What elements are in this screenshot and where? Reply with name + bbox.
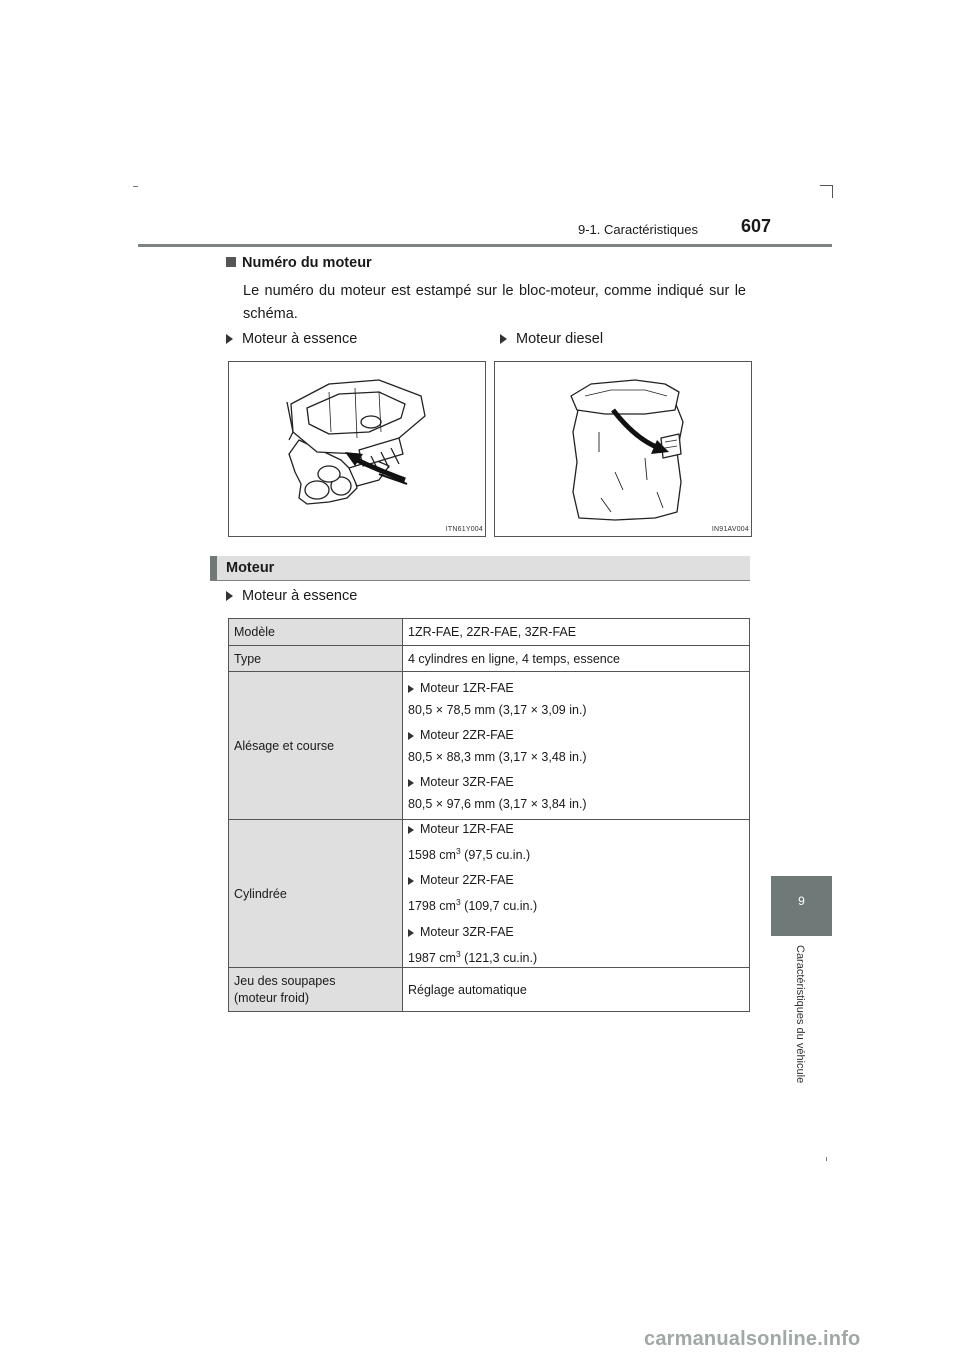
table-cell-value: Moteur 1ZR-FAE 80,5 × 78,5 mm (3,17 × 3,09 in.) Moteur 2ZR-FAE 80,5 × 88,3 mm (3,17 × 3,48 in.) Moteur 3ZR-FAE 80,5 × 97,6 mm (3,17 × 3,84 in.) [403,672,750,820]
table-cell-label: Jeu des soupapes (moteur froid) [229,968,403,1012]
triangle-bullet-icon [408,779,414,787]
table-cell-label: Type [229,646,403,672]
table-row [229,646,750,672]
engine-number-text: Le numéro du moteur est estampé sur le bloc-moteur, comme indiqué sur le schéma. [243,283,746,322]
table-row [229,672,750,820]
header-section-title: 9-1. Caractéristiques [578,222,698,237]
triangle-bullet-icon [226,334,233,344]
figure-label-diesel: Moteur diesel [500,331,603,347]
petrol-subheading: Moteur à essence [226,588,357,604]
header-rule [138,244,832,247]
section-title: Moteur [226,560,275,576]
triangle-bullet-icon [408,732,414,740]
petrol-engine-illustration [229,362,485,536]
page-number: 607 [741,216,772,236]
section-accent [210,556,217,580]
triangle-bullet-icon [500,334,507,344]
table-cell-label: Alésage et course [229,672,403,820]
engine-number-heading [226,255,372,271]
diesel-engine-figure [494,361,752,537]
figure-label-petrol: Moteur à essence [226,331,357,347]
crop-mark [826,1157,827,1161]
heading-text: Numéro du moteur [242,255,372,271]
crop-mark [133,186,138,187]
triangle-bullet-icon [408,929,414,937]
table-row [229,968,750,1012]
engine-section-bar [210,556,750,581]
chapter-number: 9 [798,894,805,908]
crop-mark-corner [820,185,833,198]
chapter-title: Caractéristiques du véhicule [794,945,806,1084]
chapter-tab [771,876,832,936]
triangle-bullet-icon [226,591,233,601]
figure-code: IN91AV004 [711,526,749,533]
chapter-side-title [788,945,812,1105]
triangle-bullet-icon [408,826,414,834]
diesel-engine-illustration [495,362,751,536]
table-cell-value: 4 cylindres en ligne, 4 temps, essence [403,646,750,672]
triangle-bullet-icon [408,877,414,885]
triangle-bullet-icon [408,685,414,693]
table-row [229,619,750,646]
table-cell-value: Réglage automatique [403,968,750,1012]
figure-code: ITN61Y004 [445,526,483,533]
petrol-engine-figure [228,361,486,537]
engine-spec-table [228,618,750,1012]
table-cell-value: Moteur 1ZR-FAE 1598 $cm^3$ (97,5 cu.in.) Moteur 2ZR-FAE 1798 $cm^3$ (109,7 cu.in.) Moteur 3ZR-FAE 1987 $cm^3$ (121,3 cu.in.) [403,820,750,968]
square-bullet-icon [226,257,236,267]
table-cell-value: 1ZR-FAE, 2ZR-FAE, 3ZR-FAE [403,619,750,646]
table-row [229,820,750,968]
table-cell-label: Cylindrée [229,820,403,968]
table-cell-label: Modèle [229,619,403,646]
watermark: carmanualsonline.info [644,1328,861,1350]
